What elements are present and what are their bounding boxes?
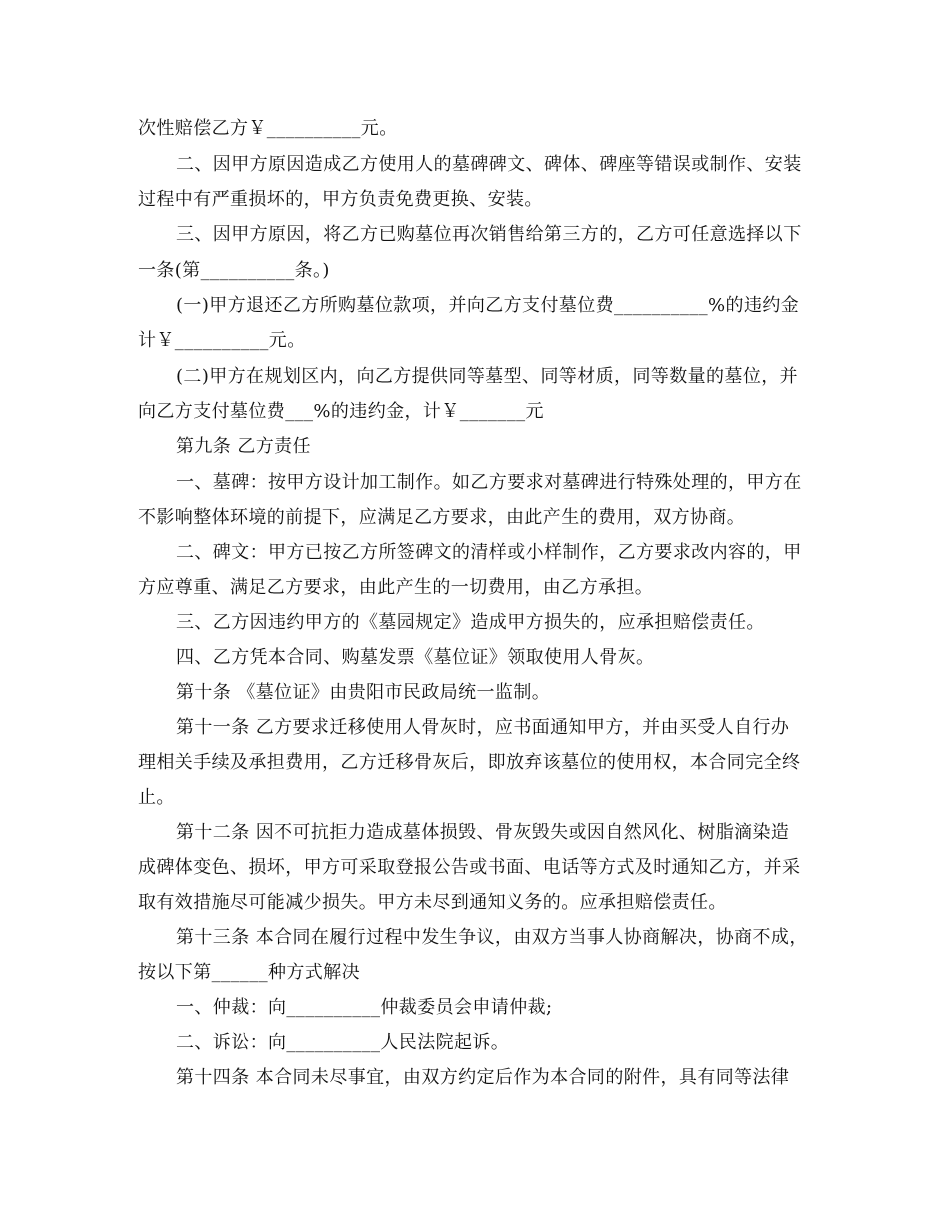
text-line: 二、碑文：甲方已按乙方所签碑文的清样或小样制作，乙方要求改内容的，甲: [176, 542, 802, 563]
text-line: 第十条 《墓位证》由贵阳市民政局统一监制。: [176, 682, 551, 703]
text-line: 方应尊重、满足乙方要求，由此产生的一切费用，由乙方承担。: [138, 577, 654, 598]
text-line: 成碑体变色、损坏，甲方可采取登报公告或书面、电话等方式及时通知乙方，并采: [138, 857, 801, 878]
text-line: 止。: [138, 787, 175, 808]
text-line: 二、因甲方原因造成乙方使用人的墓碑碑文、碑体、碑座等错误或制作、安装: [176, 154, 802, 175]
text-line: 三、因甲方原因，将乙方已购墓位再次销售给第三方的，乙方可任意选择以下: [176, 224, 802, 245]
text-line: 第十二条 因不可抗拒力造成墓体损毁、骨灰毁失或因自然风化、树脂滴染造: [176, 822, 790, 843]
text-line: 按以下第______种方式解决: [138, 962, 360, 983]
text-line: 四、乙方凭本合同、购墓发票《墓位证》领取使用人骨灰。: [176, 647, 655, 668]
article-heading: 第九条 乙方责任: [176, 436, 311, 457]
text-line: 一条(第__________条。): [138, 260, 330, 281]
text-line: 一、仲裁：向__________仲裁委员会申请仲裁;: [176, 997, 553, 1018]
text-line: 次性赔偿乙方￥__________元。: [138, 118, 398, 139]
text-line: 计￥__________元。: [138, 330, 306, 351]
text-line: 第十四条 本合同未尽事宜，由双方约定后作为本合同的附件，具有同等法律: [176, 1067, 790, 1088]
text-line: 二、诉讼：向__________人民法院起诉。: [176, 1032, 510, 1053]
text-line: (二)甲方在规划区内，向乙方提供同等墓型、同等材质，同等数量的墓位，并: [176, 366, 799, 387]
text-line: 三、乙方因违约甲方的《墓园规定》造成甲方损失的，应承担赔偿责任。: [176, 612, 765, 633]
text-line: 过程中有严重损坏的，甲方负责免费更换、安装。: [138, 189, 543, 210]
text-line: 第十三条 本合同在履行过程中发生争议，由双方当事人协商解决，协商不成，: [176, 927, 808, 948]
text-line: 取有效措施尽可能减少损失。甲方未尽到通知义务的。应承担赔偿责任。: [138, 892, 727, 913]
text-line: 向乙方支付墓位费___%的违约金，计￥_______元: [138, 401, 544, 422]
text-line: 不影响整体环境的前提下，应满足乙方要求，由此产生的费用，双方协商。: [138, 507, 746, 528]
text-line: 理相关手续及承担费用，乙方迁移骨灰后，即放弃该墓位的使用权，本合同完全终: [138, 752, 801, 773]
text-line: 一、墓碑：按甲方设计加工制作。如乙方要求对墓碑进行特殊处理的，甲方在: [176, 472, 802, 493]
text-line: (一)甲方退还乙方所购墓位款项，并向乙方支付墓位费__________%的违约金: [176, 295, 800, 316]
text-line: 第十一条 乙方要求迁移使用人骨灰时，应书面通知甲方，并由买受人自行办: [176, 717, 790, 738]
